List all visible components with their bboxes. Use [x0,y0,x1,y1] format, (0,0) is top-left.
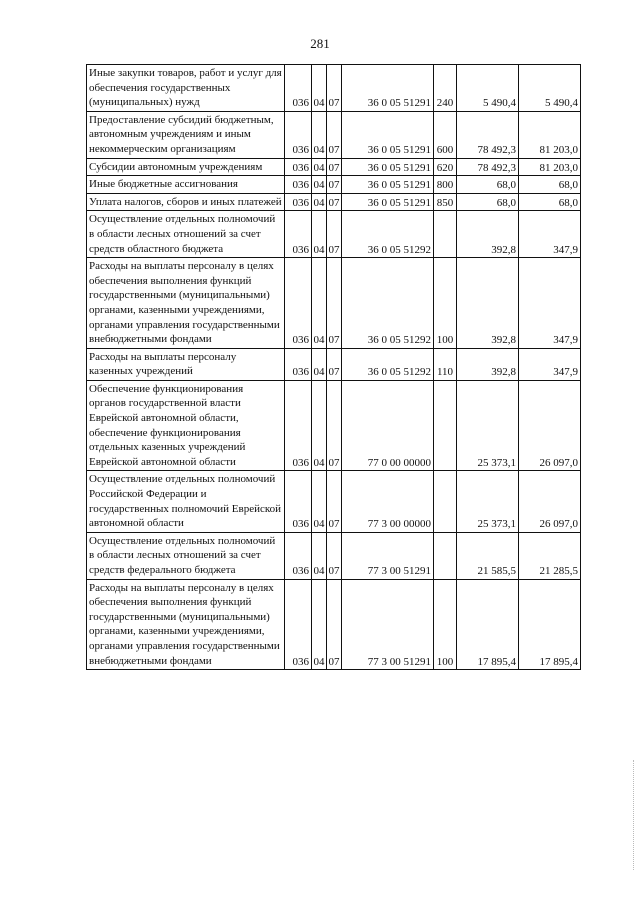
expense-type-cell [434,471,457,532]
amount-year2-cell: 5 490,4 [519,65,581,112]
ved-code-cell: 036 [285,258,312,349]
row-name-cell: Расходы на выплаты персоналу казенных учреждений [87,348,285,380]
ved-code-cell: 036 [285,176,312,194]
ved-code-cell: 036 [285,532,312,579]
subsection-code-cell: 07 [327,65,342,112]
expense-type-cell: 600 [434,111,457,158]
row-name-cell: Осуществление отдельных полномочий в области лесных отношений за счет средств областного бюджета [87,211,285,258]
target-article-cell: 36 0 05 51292 [342,348,434,380]
target-article-cell: 36 0 05 51291 [342,193,434,211]
section-code-cell: 04 [312,579,327,670]
row-name-cell: Уплата налогов, сборов и иных платежей [87,193,285,211]
amount-year2-cell: 26 097,0 [519,471,581,532]
subsection-code-cell: 07 [327,111,342,158]
expense-type-cell: 240 [434,65,457,112]
subsection-code-cell: 07 [327,579,342,670]
amount-year1-cell: 78 492,3 [457,111,519,158]
amount-year1-cell: 21 585,5 [457,532,519,579]
section-code-cell: 04 [312,258,327,349]
amount-year1-cell: 5 490,4 [457,65,519,112]
row-name-cell: Расходы на выплаты персоналу в целях обеспечения выполнения функций государственными (муниципальными) органами, казенными учреждениями, органами управления государственными внебюджетными фондами [87,579,285,670]
ved-code-cell: 036 [285,158,312,176]
ved-code-cell: 036 [285,211,312,258]
row-name-cell: Иные бюджетные ассигнования [87,176,285,194]
amount-year2-cell: 347,9 [519,258,581,349]
amount-year2-cell: 81 203,0 [519,111,581,158]
section-code-cell: 04 [312,380,327,471]
page-number: 281 [310,36,330,51]
table-row [87,158,581,176]
amount-year2-cell: 347,9 [519,211,581,258]
ved-code-cell: 036 [285,348,312,380]
expense-type-cell: 850 [434,193,457,211]
table-row [87,348,581,380]
subsection-code-cell: 07 [327,380,342,471]
target-article-cell: 77 3 00 51291 [342,579,434,670]
subsection-code-cell: 07 [327,258,342,349]
row-name-cell: Иные закупки товаров, работ и услуг для обеспечения государственных (муниципальных) нужд [87,65,285,112]
row-name-cell: Расходы на выплаты персоналу в целях обеспечения выполнения функций государственными (муниципальными) органами, казенными учреждениями, органами управления государственными внебюджетными фондами [87,258,285,349]
row-name-cell: Осуществление отдельных полномочий в области лесных отношений за счет средств федерального бюджета [87,532,285,579]
table-row [87,65,581,112]
ved-code-cell: 036 [285,111,312,158]
ved-code-cell: 036 [285,380,312,471]
section-code-cell: 04 [312,158,327,176]
ved-code-cell: 036 [285,65,312,112]
table-row [87,579,581,670]
amount-year2-cell: 347,9 [519,348,581,380]
section-code-cell: 04 [312,532,327,579]
target-article-cell: 77 0 00 00000 [342,380,434,471]
target-article-cell: 36 0 05 51292 [342,258,434,349]
row-name-cell: Предоставление субсидий бюджетным, автономным учреждениям и иным некоммерческим организациям [87,111,285,158]
table-row [87,211,581,258]
amount-year1-cell: 78 492,3 [457,158,519,176]
expense-type-cell [434,380,457,471]
amount-year2-cell: 68,0 [519,176,581,194]
subsection-code-cell: 07 [327,211,342,258]
ved-code-cell: 036 [285,193,312,211]
amount-year2-cell: 81 203,0 [519,158,581,176]
amount-year2-cell: 68,0 [519,193,581,211]
expense-type-cell: 620 [434,158,457,176]
table-row [87,111,581,158]
table-row [87,532,581,579]
section-code-cell: 04 [312,471,327,532]
scan-edge-marks [630,760,634,870]
expense-type-cell: 110 [434,348,457,380]
amount-year2-cell: 26 097,0 [519,380,581,471]
target-article-cell: 36 0 05 51292 [342,211,434,258]
table-row [87,471,581,532]
target-article-cell: 36 0 05 51291 [342,176,434,194]
section-code-cell: 04 [312,111,327,158]
target-article-cell: 77 3 00 51291 [342,532,434,579]
subsection-code-cell: 07 [327,176,342,194]
target-article-cell: 36 0 05 51291 [342,111,434,158]
subsection-code-cell: 07 [327,158,342,176]
expense-type-cell: 800 [434,176,457,194]
amount-year1-cell: 68,0 [457,176,519,194]
table-row [87,193,581,211]
ved-code-cell: 036 [285,471,312,532]
table-row [87,176,581,194]
section-code-cell: 04 [312,211,327,258]
amount-year1-cell: 392,8 [457,211,519,258]
target-article-cell: 36 0 05 51291 [342,65,434,112]
subsection-code-cell: 07 [327,532,342,579]
target-article-cell: 36 0 05 51291 [342,158,434,176]
expense-type-cell [434,532,457,579]
ved-code-cell: 036 [285,579,312,670]
subsection-code-cell: 07 [327,348,342,380]
expense-type-cell: 100 [434,258,457,349]
section-code-cell: 04 [312,176,327,194]
amount-year2-cell: 17 895,4 [519,579,581,670]
table-body [87,65,581,670]
budget-table [86,64,581,670]
section-code-cell: 04 [312,348,327,380]
subsection-code-cell: 07 [327,471,342,532]
amount-year1-cell: 25 373,1 [457,471,519,532]
amount-year2-cell: 21 285,5 [519,532,581,579]
subsection-code-cell: 07 [327,193,342,211]
table-row [87,380,581,471]
section-code-cell: 04 [312,65,327,112]
amount-year1-cell: 392,8 [457,258,519,349]
expense-type-cell [434,211,457,258]
expense-type-cell: 100 [434,579,457,670]
section-code-cell: 04 [312,193,327,211]
row-name-cell: Обеспечение функционирования органов государственной власти Еврейской автономной области, обеспечение функционирования отдельных казенных учреждений Еврейской автономной области [87,380,285,471]
table-row [87,258,581,349]
amount-year1-cell: 68,0 [457,193,519,211]
amount-year1-cell: 392,8 [457,348,519,380]
row-name-cell: Субсидии автономным учреждениям [87,158,285,176]
target-article-cell: 77 3 00 00000 [342,471,434,532]
amount-year1-cell: 17 895,4 [457,579,519,670]
amount-year1-cell: 25 373,1 [457,380,519,471]
row-name-cell: Осуществление отдельных полномочий Российской Федерации и государственных полномочий Еврейской автономной области [87,471,285,532]
